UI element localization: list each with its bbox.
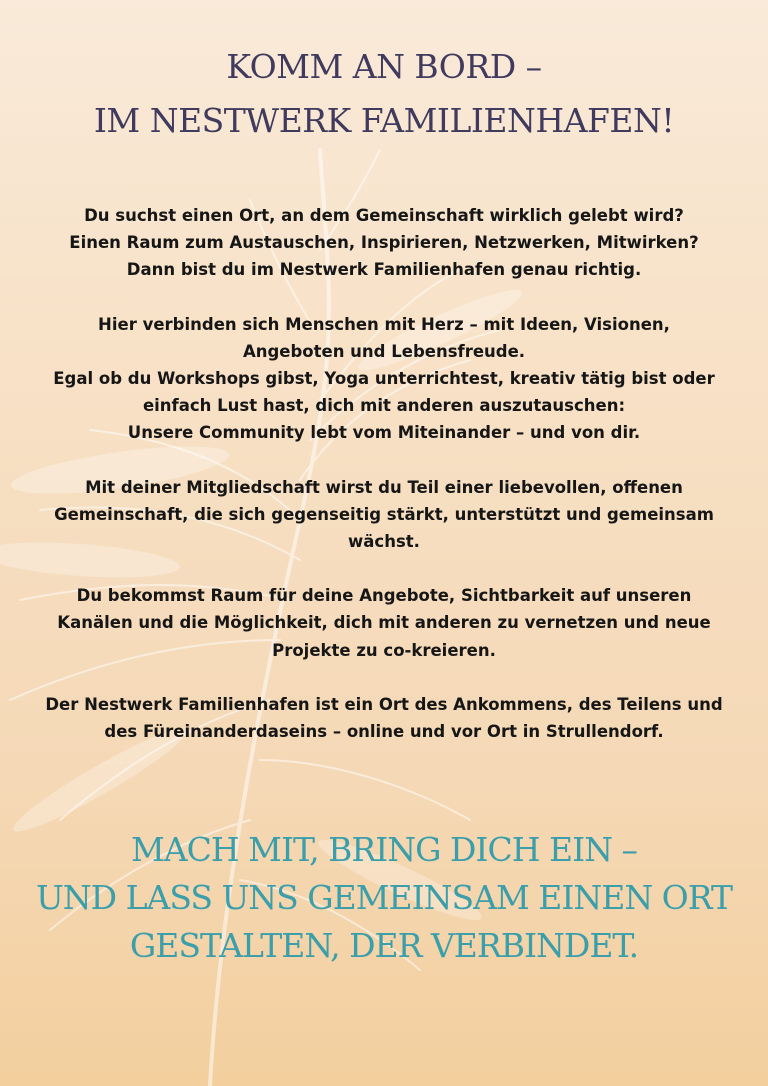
call-to-action bbox=[0, 826, 768, 970]
cta-line-2: UND LASS UNS GEMEINSAM EINEN ORT bbox=[35, 878, 733, 917]
text-line: Angeboten und Lebensfreude. bbox=[242, 341, 526, 361]
text-line: Der Nestwerk Familienhafen ist ein Ort des Ankommens, des Teilens und bbox=[45, 694, 723, 714]
text-line: Hier verbinden sich Menschen mit Herz – mit Ideen, Visionen, bbox=[98, 314, 670, 334]
paragraph-intro bbox=[30, 202, 738, 284]
text-line: einfach Lust hast, dich mit anderen auszutauschen: bbox=[142, 396, 626, 416]
text-line: Projekte zu co-kreieren. bbox=[272, 640, 496, 660]
paragraph-location bbox=[30, 691, 738, 745]
paragraph-membership bbox=[30, 474, 738, 556]
headline-line-2: IM NESTWERK FAMILIENHAFEN! bbox=[93, 101, 675, 140]
paragraph-community bbox=[30, 311, 738, 447]
text-line: Einen Raum zum Austauschen, Inspirieren, Netzwerken, Mitwirken? bbox=[69, 233, 699, 253]
text-line: Du suchst einen Ort, an dem Gemeinschaft wirklich gelebt wird? bbox=[84, 206, 684, 225]
cta-line-1: MACH MIT, BRING DICH EIN – bbox=[131, 830, 637, 869]
text-line: Kanälen und die Möglichkeit, dich mit anderen zu vernetzen und neue bbox=[57, 613, 711, 633]
cta-line-3: GESTALTEN, DER VERBINDET. bbox=[129, 926, 639, 965]
body-text bbox=[30, 202, 738, 772]
text-line: Dann bist du im Nestwerk Familienhafen genau richtig. bbox=[126, 260, 642, 280]
text-line: Unsere Community lebt vom Miteinander – und von dir. bbox=[127, 423, 641, 443]
text-line: Gemeinschaft, die sich gegenseitig stärkt, unterstützt und gemeinsam bbox=[54, 504, 714, 524]
headline-line-1: KOMM AN BORD – bbox=[226, 47, 542, 86]
text-line: wächst. bbox=[348, 532, 420, 552]
text-line: Mit deiner Mitgliedschaft wirst du Teil einer liebevollen, offenen bbox=[85, 477, 683, 497]
text-line: des Füreinanderdaseins – online und vor Ort in Strullendorf. bbox=[104, 722, 664, 742]
headline bbox=[0, 40, 768, 148]
paragraph-benefits bbox=[30, 582, 738, 664]
text-line: Egal ob du Workshops gibst, Yoga unterrichtest, kreativ tätig bist oder bbox=[53, 369, 715, 389]
text-line: Du bekommst Raum für deine Angebote, Sichtbarkeit auf unseren bbox=[76, 586, 692, 606]
